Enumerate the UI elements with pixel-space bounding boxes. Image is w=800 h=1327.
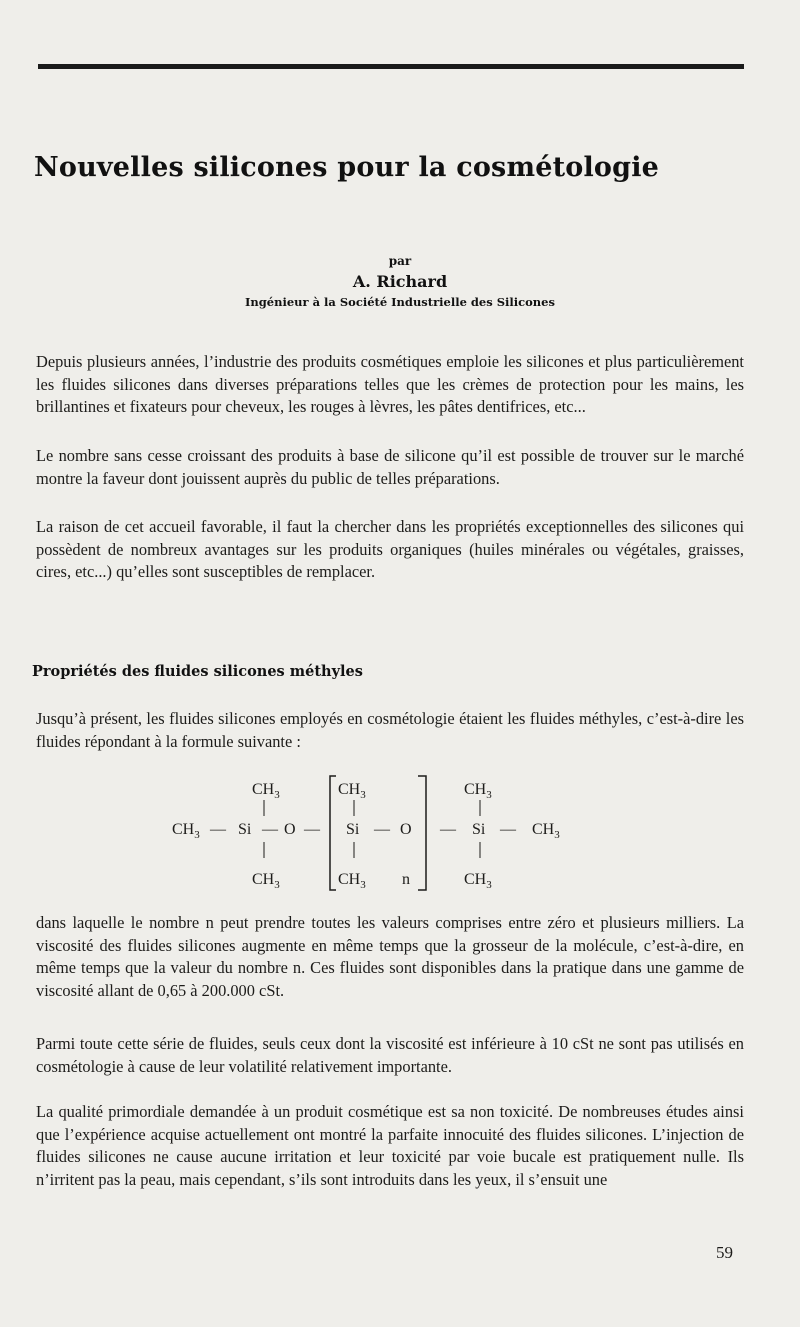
- svg-text:O: O: [400, 821, 412, 838]
- body-paragraph: Parmi toute cette série de fluides, seuls ceux dont la viscosité est inférieure à 10 cSt ne sont pas utilisés en cosmétologie à cause de leur volatilité relativement importante.: [36, 1034, 744, 1076]
- body-paragraph: La raison de cet accueil favorable, il faut la chercher dans les propriétés exceptionnelles des silicones qui possèdent de nombreux avantages sur les produits organiques (huiles minérales ou végétales, graisses, cires, etc...) qu’elles sont susceptibles de remplacer.: [36, 517, 744, 582]
- svg-text:Si: Si: [238, 821, 252, 838]
- svg-text:—: —: [210, 821, 226, 838]
- body-paragraph: Depuis plusieurs années, l’industrie des produits cosmétiques emploie les silicones et plus particulièrement les fluides silicones dans diverses préparations telles que les crèmes de protection pour les mains, les brillantines et fixateurs pour cheveux, les rouges à lèvres, les pâtes dentifrices, etc...: [36, 352, 744, 417]
- svg-text:Si: Si: [346, 821, 360, 838]
- body-paragraph: dans laquelle le nombre n peut prendre toutes les valeurs comprises entre zéro et plusieurs milliers. La viscosité des fluides silicones augmente en même temps que la grosseur de la molécule, c’est-à-dire, en même temps que la valeur du nombre n. Ces fluides sont disponibles dans la pratique dans une gamme de viscosité allant de 0,65 à 200.000 cSt.: [36, 913, 744, 1000]
- page-number: 59: [716, 1243, 733, 1262]
- chemical-formula: [160, 772, 600, 897]
- byline-prefix: par: [388, 254, 412, 268]
- svg-text:CH3: $CH_3$: [172, 821, 200, 841]
- svg-text:—: —: [262, 821, 278, 838]
- section-intro: Jusqu’à présent, les fluides silicones employés en cosmétologie étaient les fluides méthyles, c’est-à-dire les fluides répondant à la formule suivante :: [36, 709, 744, 751]
- svg-text:—: —: [304, 821, 320, 838]
- top-rule: [38, 64, 744, 69]
- body-paragraph: La qualité primordiale demandée à un produit cosmétique est sa non toxicité. De nombreuses études ainsi que l’expérience acquise actuellement ont montré la parfaite innocuité des fluides silicones. L’injection de fluides silicones ne cause aucune irritation et leur toxicité par voie bucale est pratiquement nulle. Ils n’irritent pas la peau, mais cependant, s’ils sont introduits dans les yeux, il s’ensuit une: [36, 1102, 744, 1189]
- svg-text:Si: Si: [472, 821, 486, 838]
- svg-text:CH3: $CH_3$: [532, 821, 560, 841]
- body-paragraph: Le nombre sans cesse croissant des produits à base de silicone qu’il est possible de trouver sur le marché montre la faveur dont jouissent auprès du public de telles préparations.: [36, 446, 744, 488]
- svg-text:—: —: [500, 821, 516, 838]
- svg-text:CH3: $CH_3$: [252, 781, 280, 801]
- author-affiliation: Ingénieur à la Société Industrielle des Silicones: [245, 295, 555, 309]
- svg-text:CH3: $CH_3$: [252, 871, 280, 891]
- svg-text:—: —: [374, 821, 390, 838]
- svg-text:—: —: [440, 821, 456, 838]
- formula-diagram: [160, 772, 600, 897]
- section-heading: Propriétés des fluides silicones méthyles: [32, 663, 363, 680]
- svg-text:CH3: $CH_3$: [338, 871, 366, 891]
- svg-text:O: O: [284, 821, 296, 838]
- article-title: Nouvelles silicones pour la cosmétologie: [34, 152, 660, 183]
- svg-text:CH3: $CH_3$: [338, 781, 366, 801]
- author-name: A. Richard: [352, 272, 448, 291]
- svg-text:n: n: [402, 871, 410, 888]
- svg-text:CH3: $CH_3$: [464, 871, 492, 891]
- svg-text:CH3: $CH_3$: [464, 781, 492, 801]
